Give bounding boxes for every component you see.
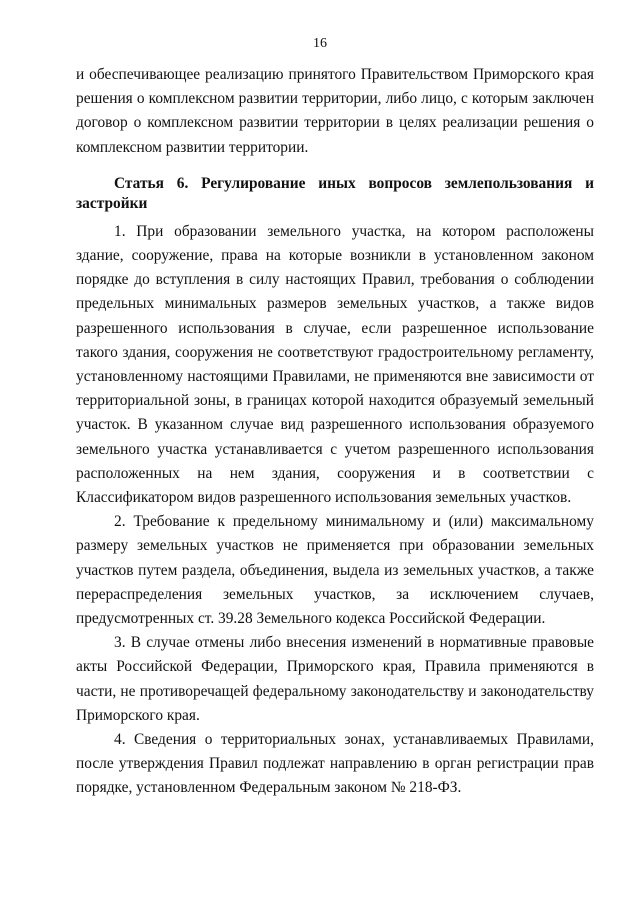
- paragraph-3: 3. В случае отмены либо внесения изменений в нормативные правовые акты Российской Федерации, Приморского края, Правила применяются в части, не противоречащей федеральному законодательству и законодательству Приморского края.: [76, 634, 594, 724]
- article-heading: Статья 6. Регулирование иных вопросов землепользования и застройки: [76, 174, 594, 212]
- paragraph-2: 2. Требование к предельному минимальному и (или) максимальному размеру земельных участков не применяется при образовании земельных участков путем раздела, объединения, выдела из земельных участков, а также перераспределения земельных участков, за исключением случаев, предусмотренных ст. 39.28 Земельного кодекса Российской Федерации.: [76, 513, 594, 628]
- intro-paragraph: и обеспечивающее реализацию принятого Правительством Приморского края решения о комплексном развитии территории, либо лицо, с которым заключен договор о комплексном развитии территории в целях реализации решения о комплексном развитии территории.: [76, 66, 594, 156]
- page-content: [76, 63, 594, 801]
- page-number: 16: [313, 36, 327, 51]
- paragraph-4: 4. Сведения о территориальных зонах, устанавливаемых Правилами, после утверждения Правил подлежат направлению в орган регистрации прав порядке, установленном Федеральным законом № 218-ФЗ.: [76, 731, 594, 797]
- paragraph-1: 1. При образовании земельного участка, на котором расположены здание, сооружение, права на которые возникли в установленном законом порядке до вступления в силу настоящих Правил, требования о соблюдении предельных минимальных размеров земельных участков, а также видов разрешенного использования в случае, если разрешенное использование такого здания, сооружения не соответствуют градостроительному регламенту, установленному настоящими Правилами, не применяются вне зависимости от территориальной зоны, в границах которой находится образуемый земельный участок. В указанном случае вид разрешенного использования образуемого земельного участка устанавливается с учетом разрешенного использования расположенных на нем здания, сооружения и в соответствии с Классификатором видов разрешенного использования земельных участков.: [76, 222, 594, 507]
